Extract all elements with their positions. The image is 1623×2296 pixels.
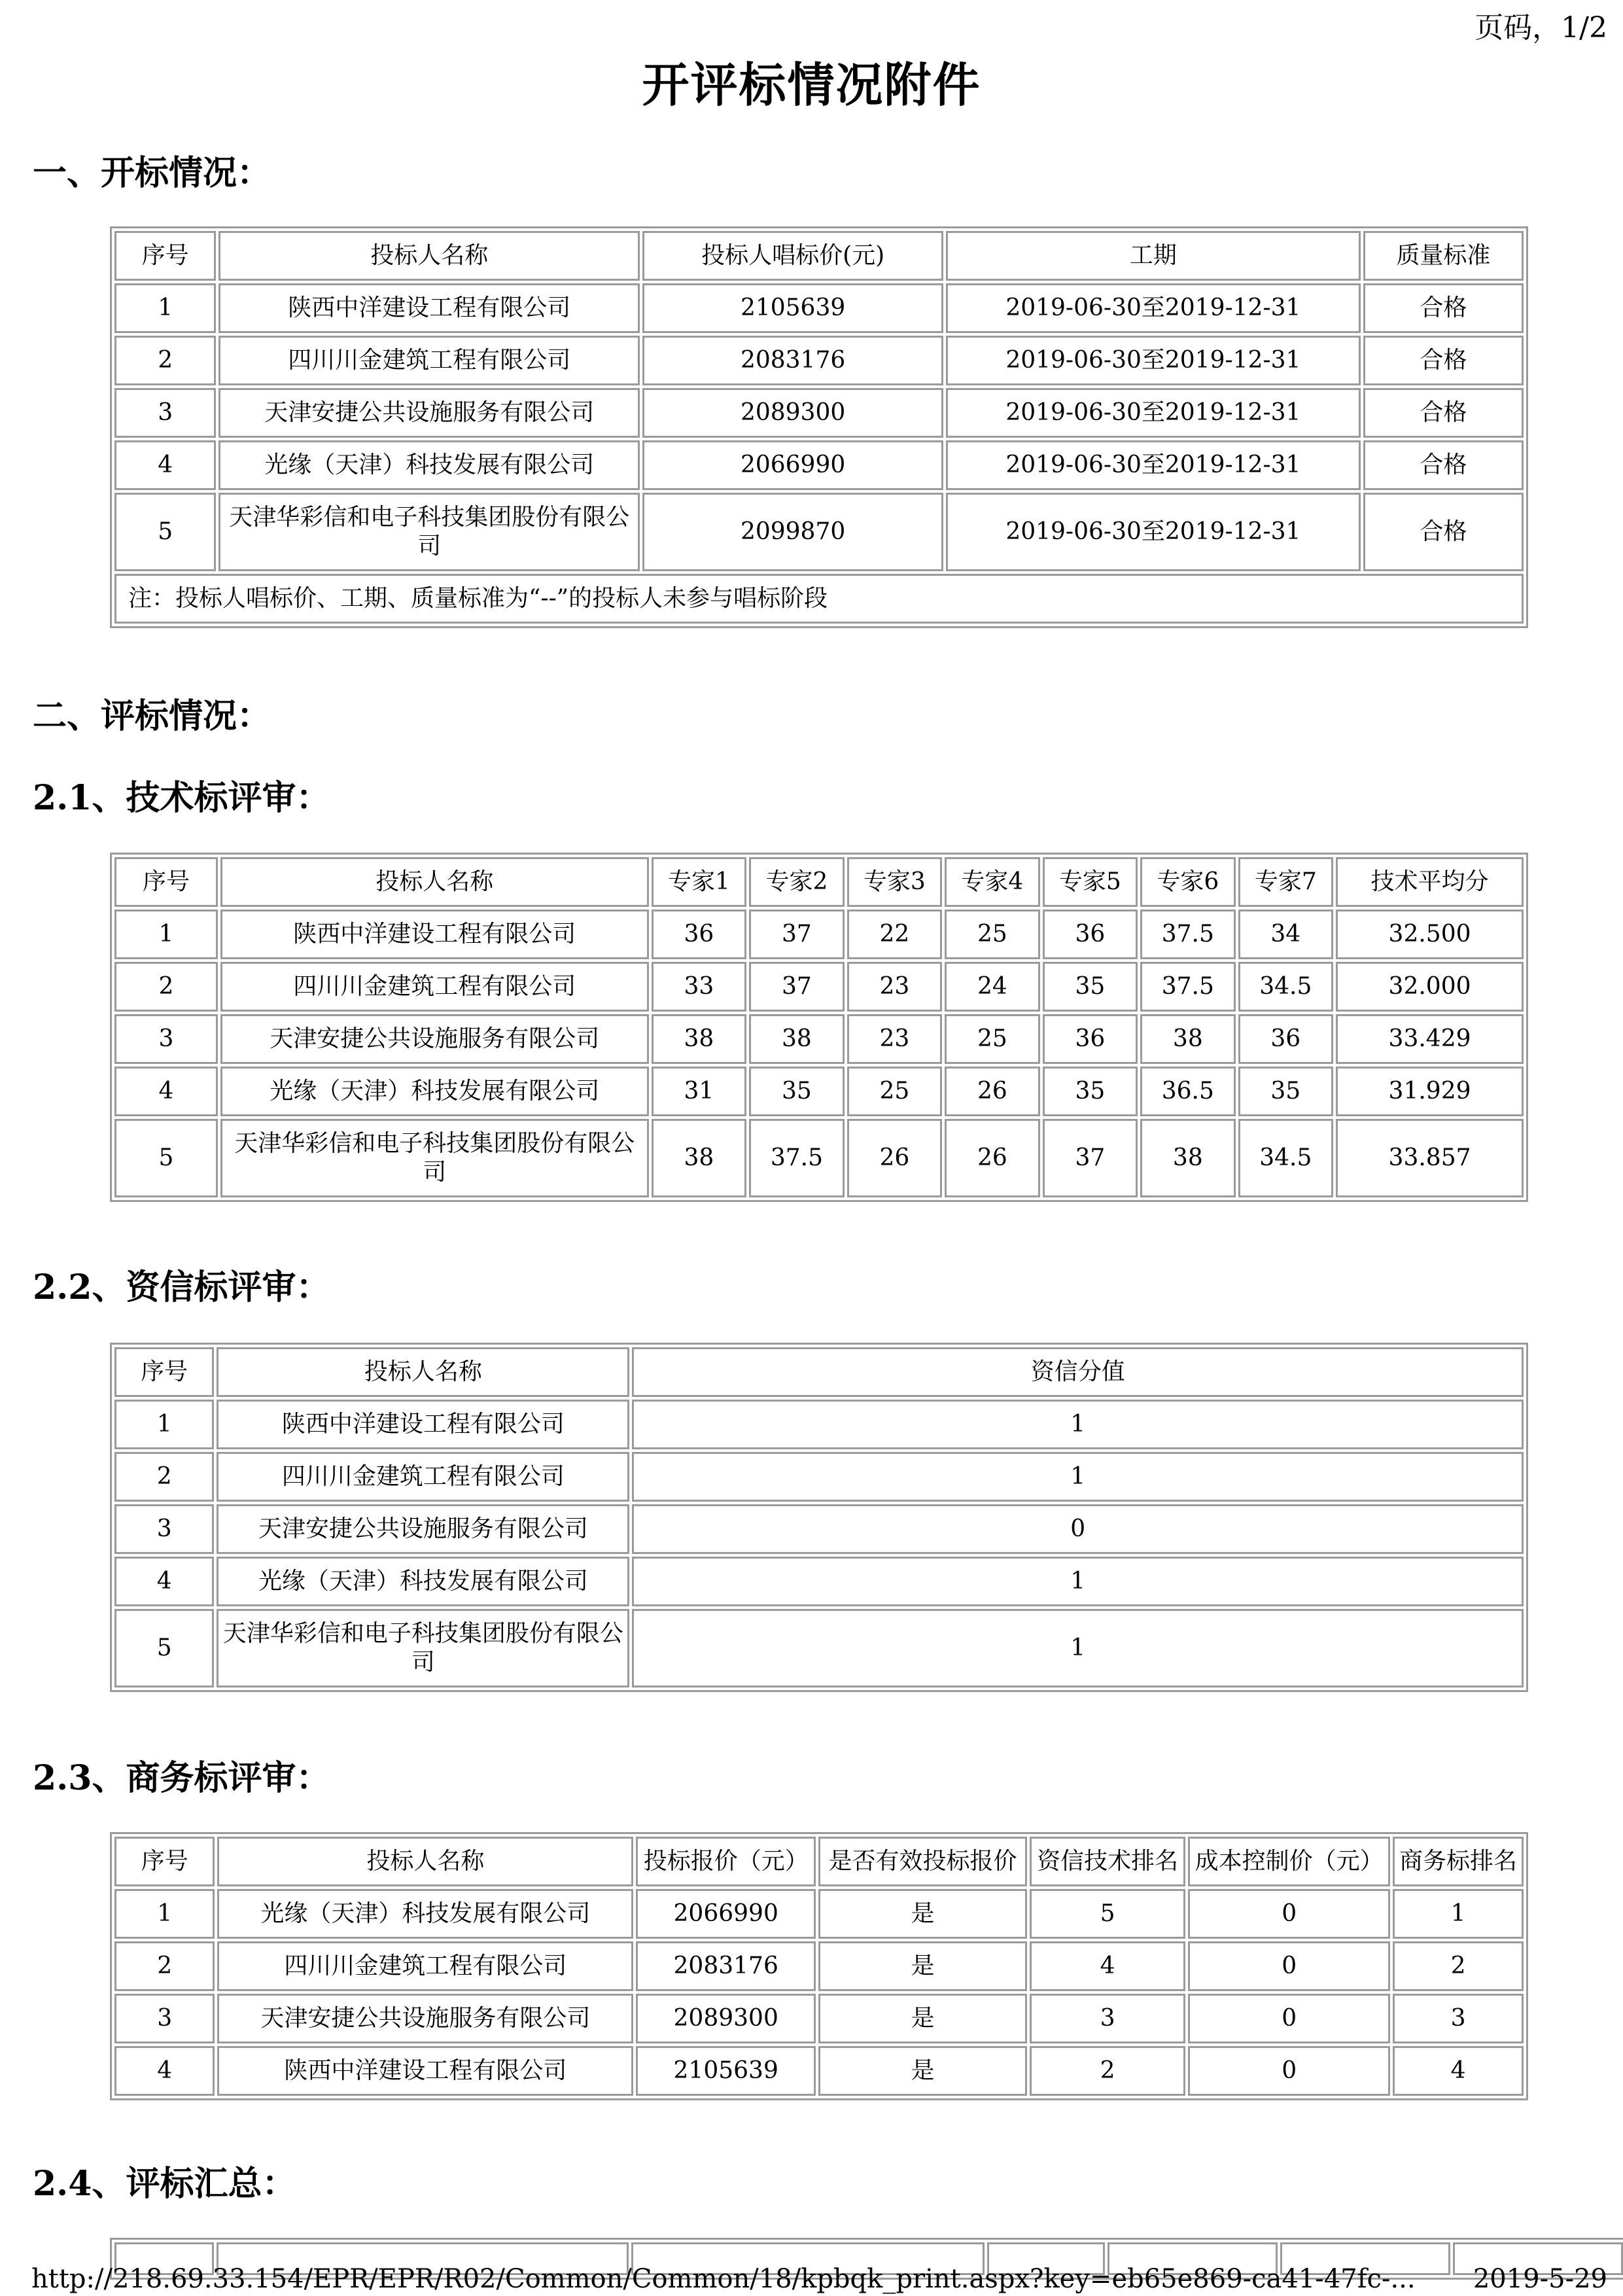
table-cell: 37 (1043, 1119, 1138, 1197)
table-cell: 2 (114, 962, 218, 1012)
table-cell: 四川川金建筑工程有限公司 (217, 1941, 633, 1991)
table-cell: 1 (114, 1400, 214, 1449)
header-cell: 专家1 (652, 857, 746, 907)
table-row (114, 1609, 1524, 1687)
header-cell: 专家5 (1043, 857, 1138, 907)
table-cell: 24 (945, 962, 1039, 1012)
header-cell: 投标人唱标价(元) (642, 231, 943, 281)
business-table (110, 1832, 1528, 2100)
table-cell: 37.5 (1140, 910, 1235, 959)
table-cell: 2 (1393, 1941, 1524, 1991)
page-number: 页码，1/2 (1475, 11, 1607, 44)
table-row (114, 1941, 1524, 1991)
note-row (114, 574, 1524, 624)
header-cell: 专家7 (1238, 857, 1333, 907)
table-cell: 23 (847, 962, 942, 1012)
table-cell: 合格 (1363, 493, 1524, 571)
header-cell: 序号 (114, 231, 216, 281)
header-cell: 成本控制价（元） (1188, 1837, 1390, 1886)
table-cell: 合格 (1363, 388, 1524, 438)
table-cell: 天津华彩信和电子科技集团股份有限公司 (218, 493, 640, 571)
table-cell: 2089300 (642, 388, 943, 438)
header-cell: 序号 (114, 1347, 214, 1397)
table-cell: 是 (818, 1994, 1027, 2043)
header-cell: 投标人名称 (220, 857, 649, 907)
section-heading-credit: 2.2、资信标评审： (33, 1267, 330, 1307)
table-cell: 25 (945, 1014, 1039, 1064)
table-cell: 38 (652, 1119, 746, 1197)
table-cell: 2083176 (636, 1941, 816, 1991)
table-cell: 3 (114, 1994, 215, 2043)
table-cell: 35 (1238, 1067, 1333, 1116)
header-cell: 专家4 (945, 857, 1039, 907)
footer-url: http://218.69.33.154/EPR/EPR/R02/Common/Common/18/kpbqk_print.aspx?key=eb65e869-ca41-47fc-... (31, 2264, 1416, 2294)
table-cell: 2019-06-30至2019-12-31 (946, 336, 1361, 385)
section-heading-technical: 2.1、技术标评审： (33, 778, 330, 818)
table-cell: 光缘（天津）科技发展有限公司 (217, 1557, 629, 1606)
table-cell: 38 (749, 1014, 844, 1064)
table-cell: 36 (1043, 1014, 1138, 1064)
table-cell: 33.857 (1336, 1119, 1524, 1197)
table-cell: 5 (114, 1119, 218, 1197)
document-title: 开评标情况附件 (642, 57, 981, 113)
table-row (114, 1014, 1524, 1064)
table-cell: 32.000 (1336, 962, 1524, 1012)
opening-table (110, 226, 1528, 628)
table-cell: 26 (847, 1119, 942, 1197)
table-row (114, 283, 1524, 333)
table-cell: 35 (1043, 1067, 1138, 1116)
table-cell: 4 (114, 1557, 214, 1606)
table-cell: 2105639 (642, 283, 943, 333)
table-cell: 3 (1393, 1994, 1524, 2043)
table-cell: 38 (1140, 1014, 1235, 1064)
table-row (114, 1504, 1524, 1554)
table-cell: 25 (847, 1067, 942, 1116)
table-cell: 光缘（天津）科技发展有限公司 (218, 440, 640, 490)
table-row (114, 1452, 1524, 1502)
header-cell: 投标人名称 (217, 1347, 629, 1397)
table-cell: 0 (632, 1504, 1524, 1554)
table-cell: 31.929 (1336, 1067, 1524, 1116)
table-cell: 2066990 (636, 1889, 816, 1939)
header-cell: 专家2 (749, 857, 844, 907)
table-cell: 是 (818, 1941, 1027, 1991)
footer-date: 2019-5-29 (1473, 2264, 1607, 2294)
table-cell: 22 (847, 910, 942, 959)
table-cell: 陕西中洋建设工程有限公司 (220, 910, 649, 959)
table-cell: 天津安捷公共设施服务有限公司 (220, 1014, 649, 1064)
table-cell: 38 (652, 1014, 746, 1064)
table-cell: 2019-06-30至2019-12-31 (946, 388, 1361, 438)
header-cell: 投标人名称 (218, 231, 640, 281)
header-cell: 是否有效投标报价 (818, 1837, 1027, 1886)
header-cell: 资信分值 (632, 1347, 1524, 1397)
table-cell: 0 (1188, 1889, 1390, 1939)
table-cell: 5 (114, 1609, 214, 1687)
table-cell: 2019-06-30至2019-12-31 (946, 283, 1361, 333)
table-cell: 陕西中洋建设工程有限公司 (217, 1400, 629, 1449)
table-cell: 1 (114, 1889, 215, 1939)
table-cell: 0 (1188, 2046, 1390, 2096)
table-cell: 37.5 (749, 1119, 844, 1197)
table-cell: 2066990 (642, 440, 943, 490)
table-cell: 37 (749, 962, 844, 1012)
table-cell: 1 (632, 1557, 1524, 1606)
table-row (114, 440, 1524, 490)
table-cell: 3 (114, 388, 216, 438)
table-cell: 34.5 (1238, 1119, 1333, 1197)
table-cell: 37.5 (1140, 962, 1235, 1012)
table-cell: 36.5 (1140, 1067, 1235, 1116)
table-cell: 天津安捷公共设施服务有限公司 (218, 388, 640, 438)
table-cell: 四川川金建筑工程有限公司 (218, 336, 640, 385)
table-cell: 3 (114, 1014, 218, 1064)
table-cell: 33 (652, 962, 746, 1012)
section-heading-evaluation: 二、评标情况： (33, 696, 271, 736)
table-cell: 1 (632, 1452, 1524, 1502)
table-cell: 4 (114, 2046, 215, 2096)
table-cell: 35 (749, 1067, 844, 1116)
header-cell: 专家3 (847, 857, 942, 907)
table-cell: 2089300 (636, 1994, 816, 2043)
table-header-row (114, 1347, 1524, 1397)
table-cell: 36 (1043, 910, 1138, 959)
table-cell: 5 (114, 493, 216, 571)
table-cell: 陕西中洋建设工程有限公司 (218, 283, 640, 333)
table-cell: 1 (632, 1609, 1524, 1687)
section-heading-business: 2.3、商务标评审： (33, 1758, 330, 1798)
table-cell: 是 (818, 1889, 1027, 1939)
table-cell: 合格 (1363, 283, 1524, 333)
table-cell: 天津华彩信和电子科技集团股份有限公司 (217, 1609, 629, 1687)
table-cell: 陕西中洋建设工程有限公司 (217, 2046, 633, 2096)
table-cell: 0 (1188, 1994, 1390, 2043)
section-heading-opening: 一、开标情况： (33, 153, 271, 193)
table-cell: 天津安捷公共设施服务有限公司 (217, 1994, 633, 2043)
table-cell: 四川川金建筑工程有限公司 (217, 1452, 629, 1502)
table-cell: 31 (652, 1067, 746, 1116)
table-cell: 3 (114, 1504, 214, 1554)
table-cell: 32.500 (1336, 910, 1524, 959)
table-cell: 2 (114, 1452, 214, 1502)
table-row (114, 493, 1524, 571)
table-row (114, 910, 1524, 959)
table-cell: 2099870 (642, 493, 943, 571)
table-row (114, 962, 1524, 1012)
table-cell: 2 (114, 1941, 215, 1991)
header-cell: 序号 (114, 857, 218, 907)
header-cell: 资信技术排名 (1030, 1837, 1185, 1886)
table-cell: 38 (1140, 1119, 1235, 1197)
table-cell: 4 (1030, 1941, 1185, 1991)
table-cell: 4 (114, 1067, 218, 1116)
table-row (114, 1557, 1524, 1606)
table-row (114, 1994, 1524, 2043)
header-cell: 工期 (946, 231, 1361, 281)
table-row (114, 1400, 1524, 1449)
table-cell: 2019-06-30至2019-12-31 (946, 493, 1361, 571)
table-cell: 0 (1188, 1941, 1390, 1991)
header-cell: 专家6 (1140, 857, 1235, 907)
header-cell: 质量标准 (1363, 231, 1524, 281)
table-cell: 光缘（天津）科技发展有限公司 (217, 1889, 633, 1939)
header-cell: 技术平均分 (1336, 857, 1524, 907)
table-cell: 1 (114, 283, 216, 333)
table-cell: 37 (749, 910, 844, 959)
table-header-row (114, 1837, 1524, 1886)
header-cell: 投标报价（元） (636, 1837, 816, 1886)
table-row (114, 336, 1524, 385)
table-cell: 34 (1238, 910, 1333, 959)
table-row (114, 2046, 1524, 2096)
table-cell: 2 (1030, 2046, 1185, 2096)
table-cell: 合格 (1363, 336, 1524, 385)
table-row (114, 1119, 1524, 1197)
table-cell: 天津华彩信和电子科技集团股份有限公司 (220, 1119, 649, 1197)
table-cell: 36 (1238, 1014, 1333, 1064)
table-cell: 四川川金建筑工程有限公司 (220, 962, 649, 1012)
table-header-row (114, 231, 1524, 281)
table-cell: 2 (114, 336, 216, 385)
table-cell: 26 (945, 1119, 1039, 1197)
table-cell: 23 (847, 1014, 942, 1064)
table-cell: 35 (1043, 962, 1138, 1012)
table-row (114, 1067, 1524, 1116)
table-cell: 天津安捷公共设施服务有限公司 (217, 1504, 629, 1554)
header-cell: 投标人名称 (217, 1837, 633, 1886)
table-cell: 是 (818, 2046, 1027, 2096)
table-cell: 2083176 (642, 336, 943, 385)
header-cell: 序号 (114, 1837, 215, 1886)
table-cell: 2019-06-30至2019-12-31 (946, 440, 1361, 490)
table-cell: 1 (1393, 1889, 1524, 1939)
table-cell: 1 (632, 1400, 1524, 1449)
credit-table (110, 1343, 1528, 1692)
table-row (114, 388, 1524, 438)
table-cell: 1 (114, 910, 218, 959)
table-cell: 26 (945, 1067, 1039, 1116)
table-cell: 合格 (1363, 440, 1524, 490)
table-cell: 2105639 (636, 2046, 816, 2096)
technical-table (110, 853, 1528, 1202)
table-cell: 33.429 (1336, 1014, 1524, 1064)
table-cell: 光缘（天津）科技发展有限公司 (220, 1067, 649, 1116)
table-cell: 36 (652, 910, 746, 959)
section-heading-summary: 2.4、评标汇总： (33, 2164, 296, 2204)
table-cell: 25 (945, 910, 1039, 959)
table-header-row (114, 857, 1524, 907)
table-row (114, 1889, 1524, 1939)
note-cell: 注：投标人唱标价、工期、质量标准为“--”的投标人未参与唱标阶段 (114, 574, 1524, 624)
table-cell: 4 (114, 440, 216, 490)
table-cell: 4 (1393, 2046, 1524, 2096)
table-cell: 5 (1030, 1889, 1185, 1939)
header-cell: 商务标排名 (1393, 1837, 1524, 1886)
table-cell: 34.5 (1238, 962, 1333, 1012)
table-cell: 3 (1030, 1994, 1185, 2043)
